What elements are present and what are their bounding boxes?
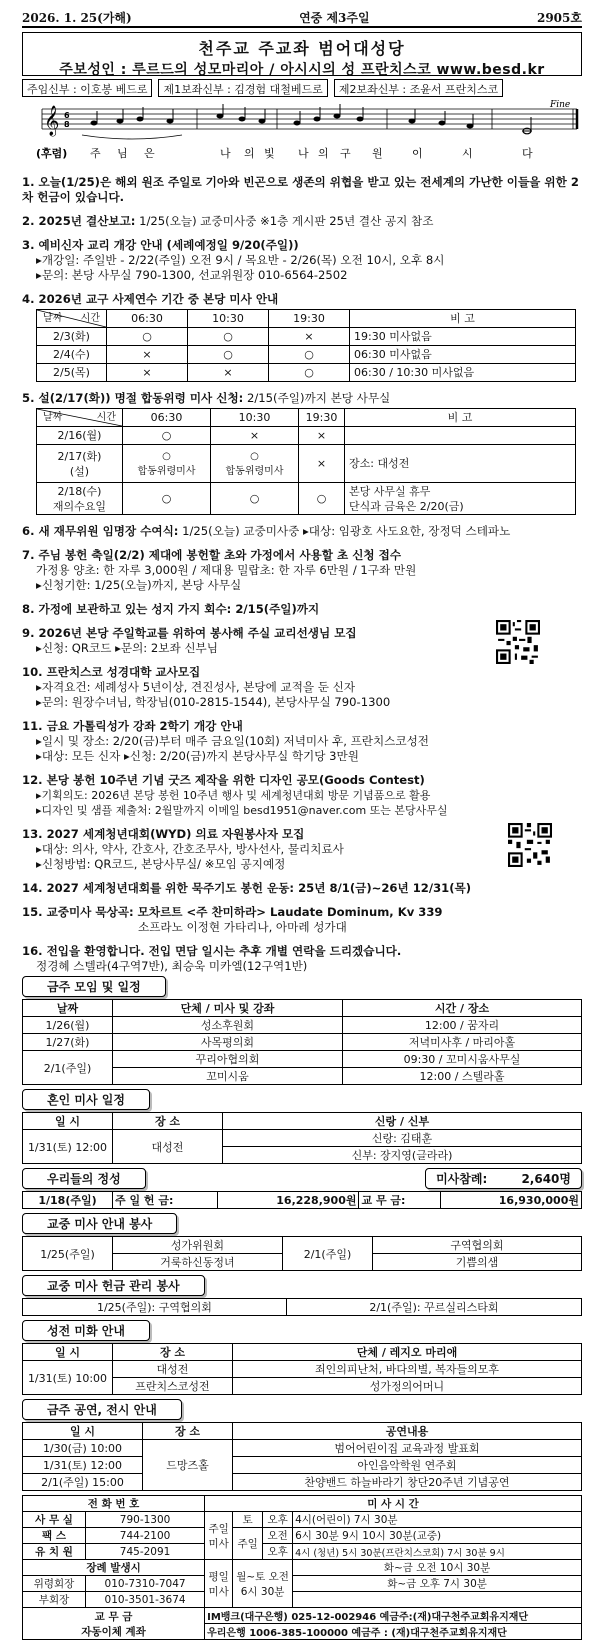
table-row: 거룩하신동정녀 기쁨의샘 [23, 1254, 582, 1271]
guide-table [22, 1236, 582, 1271]
offering-table [22, 1191, 582, 1209]
notice-4 [22, 292, 582, 382]
notice-5-head: 5. 설(2/17(화)) 명절 합동위령 미사 신청: [22, 391, 244, 405]
qr-code-icon[interactable] [508, 823, 552, 867]
table-row: 팩 스 744-2100 주일 오전 6시 30분 9시 10시 30분(교중) [23, 1528, 582, 1544]
lyric-syllable: 의 [318, 147, 329, 160]
table-row: 2/17(화) (설) ○ 합동위령미사 ○ 합동위령미사 × 장소: 대성전 [37, 445, 576, 483]
table-row: 신부: 장지영(글라라) [23, 1147, 582, 1164]
notice-14: 14. 2027 세계청년대회를 위한 묵주기도 봉헌 운동: 25년 8/1(금)~26년 12/31(목) [22, 881, 472, 895]
table-row: 교 무 금 자동이체 계좌 IM뱅크(대구은행) 025-12-002946 예금주:(재)대구천주교회유지재단 [23, 1608, 582, 1624]
notice-3 [22, 238, 582, 283]
table-row: 1/30(금) 10:00 드망즈홀 범어어린이집 교육과정 발표회 [23, 1440, 582, 1457]
svg-text:8: 8 [64, 120, 70, 129]
lyric-syllable: 원 [372, 147, 383, 160]
diag-header: 시간 날짜 [37, 409, 123, 427]
table-row: 1/18(주일) 주 일 헌 금: 16,228,900원 교 무 금: 16,930,000원 [23, 1192, 582, 1209]
lyric-syllable: 빛 [264, 147, 275, 160]
meeting-table: 날짜 단체 / 미사 및 강좌 시간 / 장소 1/26(월) 성소후원회 12:00 / 꿈자리 1/27(화) 사목평의회 저녁미사후 / 마리아홀 2/1(주일) 꾸리아협의회 09:30 / 꼬미시움사무실 꼬미시움 12:00 / 스텔라홀 [22, 999, 582, 1085]
notice-15: 15. 교중미사 묵상곡: 모차르트 <주 찬미하라> Laudate Dominum, Kv 339 소프라노 이정현 가타리나, 아마레 성가대 [22, 905, 443, 934]
pastor-name: 주임신부 : 이호봉 베드로 [22, 79, 152, 97]
table-row: 1/25(주일) 성가위원회 2/1(주일) 구역협의회 [23, 1237, 582, 1254]
cleaning-title: 성전 미화 안내 [22, 1320, 150, 1341]
notice-16: 16. 전입을 환영합니다. 전입 면담 일시는 추후 개별 연락을 드리겠습니다. 정경혜 스텔라(4구역7반), 최승욱 미카엘(12구역1반) [22, 944, 402, 973]
table-row: 2/16(월) ○ × × [37, 427, 576, 445]
wedding-table: 일 시 장 소 신랑 / 신부 1/31(토) 12:00 대성전 신랑: 김태훈 신부: 장지영(글라라) [22, 1112, 582, 1164]
table-row: 프란치스코성전 성가정의어머니 [23, 1378, 582, 1395]
footer-table: 전 화 번 호 미 사 시 간 사 무 실 790-1300 주일 미사 토 오후 4시(어린이) 7시 30분 팩 스 744-2100 주일 오전 6시 30분 9시 10시 30분(교중) 유 치 원 745-2091 오후 4시 (청년) 5시 30분(프란치스코회) 7시 30분 9시 장례 발생시 평일 미사 월~토 오전 6시 30분 화~금 오전 10시 30분 위령회장 010-7310-7047 화~금 오후 7시 30분 부회장 010-3501-3674 교 무 금 자동이체 계좌 IM뱅크(대구은행) 025-12-002946 예금주:(재)대구천주교회유지재단 우리은행 1006-385-100000 예금주 : (재)대구천주교회유지재단 [22, 1495, 582, 1640]
table-row: 1/25(주일): 구역협의회 2/1(주일): 꾸르실리스타회 [23, 1299, 582, 1316]
notice-4-head: 4. 2026년 교구 사제연수 기간 중 본당 미사 안내 [22, 292, 279, 306]
svg-text:6: 6 [64, 111, 70, 120]
notice-3-b: ▸문의: 본당 사무실 790-1300, 선교위원장 010-6564-2502 [36, 268, 348, 282]
col-header: 19:30 [299, 409, 345, 427]
col-header: 19:30 [269, 310, 350, 328]
music-staff [22, 101, 582, 169]
offering-title: 우리들의 정성 [22, 1168, 146, 1189]
notices [22, 175, 582, 974]
notice-12: 12. 본당 봉헌 10주년 기념 굿즈 제작을 위한 디자인 공모(Goods Contest) ▸기획의도: 2026년 본당 봉헌 10주년 행사 및 세계청년대회 방문 기념품으로 활용 ▸디자인 및 샘플 제출처: 2월말까지 이메일 besd1951@naver.com 또는 본당사무실 [22, 773, 448, 817]
col-header: 06:30 [123, 409, 211, 427]
svg-text:𝄞: 𝄞 [44, 106, 60, 136]
mass-attendance: 미사참례: 2,640명 [425, 1168, 582, 1189]
notice-9: 9. 2026년 본당 주일학교를 위하여 봉사해 주실 교리선생님 모집 ▸신청: QR코드 ▸문의: 2보좌 신부님 [22, 626, 582, 656]
col-header: 10:30 [211, 409, 299, 427]
lyric-syllable: 은 [144, 147, 155, 160]
priest-training-table [36, 309, 576, 382]
meeting-title: 금주 모임 및 일정 [22, 976, 166, 997]
table-row: 2/3(화) ○ ○ × 19:30 미사없음 [37, 328, 576, 346]
lyric-syllable: 나 [298, 147, 309, 160]
notice-2 [22, 214, 582, 229]
bulletin-date: 2026. 1. 25(가해) [22, 11, 132, 25]
lyric-syllable: 이 [412, 147, 423, 160]
schedule-section [22, 972, 582, 1640]
notice-10: 10. 프란치스코 성경대학 교사모집 ▸자격요건: 세례성사 5년이상, 견진성사, 본당에 교적을 둔 신자 ▸문의: 원장수녀님, 학장님(010-2815-1544), 본당사무실 790-1300 [22, 665, 391, 709]
lyric-syllable: 나 [220, 147, 231, 160]
lyric-syllable: 구 [340, 147, 351, 160]
col-header: 10:30 [188, 310, 269, 328]
refrain-label: (후렴) [36, 147, 68, 160]
table-row: 1/27(화) 사목평의회 저녁미사후 / 마리아홀 [23, 1034, 582, 1051]
notice-3-a: ▸개강일: 주일반 - 2/22(주일) 오전 9시 / 목요반 - 2/26(목) 오전 10시, 오후 8시 [36, 253, 445, 267]
diag-header: 시간 날짜 [37, 310, 107, 328]
collection-table [22, 1298, 582, 1316]
table-row: 1/26(월) 성소후원회 12:00 / 꿈자리 [23, 1017, 582, 1034]
notice-6: 6. 새 재무위원 임명장 수여식: 1/25(오늘) 교중미사중 ▸대상: 임광호 사도요한, 장정덕 스테파노 [22, 524, 511, 538]
lyric-syllable: 주 [90, 147, 101, 160]
notice-5-body: 2/15(주일)까지 본당 사무실 [243, 391, 391, 405]
notice-8: 8. 가정에 보관하고 있는 성지 가지 회수: 2/15(주일)까지 [22, 602, 320, 616]
performance-table: 일 시 장 소 공연내용 1/30(금) 10:00 드망즈홀 범어어린이집 교육과정 발표회 1/31(토) 12:00 아인음악학원 연주회 2/1(주일) 15:00 찬양밴드 하늘바라기 창단20주년 기념공연 [22, 1422, 582, 1491]
lyric-syllable: 시 [462, 147, 473, 160]
notice-5 [22, 391, 582, 515]
staff-svg [22, 101, 582, 169]
col-header: 06:30 [107, 310, 188, 328]
qr-code-icon[interactable] [496, 620, 540, 664]
lyric-syllable: 다 [522, 147, 533, 160]
table-row: 우리은행 1006-385-100000 예금주 : (재)대구천주교회유지재단 [23, 1624, 582, 1640]
fine-mark: Fine [550, 100, 571, 110]
lyric-syllable: 의 [244, 147, 255, 160]
church-name: 천주교 주교좌 범어대성당 [198, 39, 406, 58]
memorial-mass-table [36, 408, 576, 515]
assistant2-name: 제2보좌신부 : 조윤서 프란치스코 [334, 79, 503, 97]
wedding-title: 혼인 미사 일정 [22, 1089, 150, 1110]
top-rule [22, 26, 582, 28]
collection-title: 교중 미사 헌금 관리 봉사 [22, 1275, 205, 1296]
table-row: 사 무 실 790-1300 주일 미사 토 오후 4시(어린이) 7시 30분 [23, 1512, 582, 1528]
table-row: 2/4(수) × ○ ○ 06:30 미사없음 [37, 346, 576, 364]
assistant1-name: 제1보좌신부 : 김경험 대철베드로 [158, 79, 327, 97]
lyric-syllable: 님 [117, 147, 128, 160]
table-row: 장례 발생시 평일 미사 월~토 오전 6시 30분 화~금 오전 10시 30분 [23, 1560, 582, 1576]
guide-title: 교중 미사 안내 봉사 [22, 1213, 177, 1234]
table-row: 1/31(토) 12:00 아인음악학원 연주회 [23, 1457, 582, 1474]
liturgical-week: 연중 제3주일 [299, 11, 370, 25]
col-header: 비 고 [345, 409, 576, 427]
table-row: 유 치 원 745-2091 오후 4시 (청년) 5시 30분(프란치스코회) 7시 30분 9시 [23, 1544, 582, 1560]
table-row: 위령회장 010-7310-7047 화~금 오후 7시 30분 [23, 1576, 582, 1592]
notice-3-head: 3. 예비신자 교리 개강 안내 (세례예정일 9/20(주일)) [22, 238, 299, 252]
table-row: 2/1(주일) 꾸리아협의회 09:30 / 꼬미시움사무실 [23, 1051, 582, 1068]
notice-2-body: 1/25(오늘) 교중미사중 ※1층 게시판 25년 결산 공지 참조 [135, 214, 434, 228]
patron-subtitle: 주보성인 : 루르드의 성모마리아 / 아시시의 성 프란치스코 www.besd.kr [59, 62, 545, 78]
notice-2-head: 2. 2025년 결산보고: [22, 214, 136, 228]
title-box [22, 32, 582, 76]
notice-7: 7. 주님 봉헌 축일(2/2) 제대에 봉헌할 초와 가정에서 사용할 초 신청 접수 가정용 양초: 한 자루 3,000원 / 제대용 밀랍초: 한 자루 6만원 / 1구좌 만원 ▸신청기한: 1/25(오늘)까지, 본당 사무실 [22, 548, 417, 592]
table-row: 2/18(수) 재의수요일 ○ ○ ○ 본당 사무실 휴무 단식과 금육은 2/20(금) [37, 483, 576, 515]
notice-1: 1. 오늘(1/25)은 해외 원조 주일로 기아와 빈곤으로 생존의 위협을 받고 있는 전세계의 가난한 이들을 위한 2차 헌금이 있습니다. [22, 175, 579, 204]
table-row: 꼬미시움 12:00 / 스텔라홀 [23, 1068, 582, 1085]
cleaning-table: 일 시 장 소 단체 / 레지오 마리애 1/31(토) 10:00 대성전 죄인의피난처, 바다의별, 복자들의모후 프란치스코성전 성가정의어머니 [22, 1343, 582, 1395]
col-header: 비 고 [350, 310, 576, 328]
table-row: 2/5(목) × × ○ 06:30 / 10:30 미사없음 [37, 364, 576, 382]
issue-number: 2905호 [536, 11, 582, 25]
table-row: 2/1(주일) 15:00 찬양밴드 하늘바라기 창단20주년 기념공연 [23, 1474, 582, 1491]
priest-row [22, 79, 582, 97]
notice-13: 13. 2027 세계청년대회(WYD) 의료 자원봉사자 모집 ▸대상: 의사, 약사, 간호사, 간호조무사, 방사선사, 물리치료사 ▸신청방법: QR코드, 본당사무실/ ※모임 공지예정 [22, 827, 582, 872]
table-row: 부회장 010-3501-3674 [23, 1592, 582, 1608]
notice-11: 11. 금요 가톨릭성가 강좌 2학기 개강 안내 ▸일시 및 장소: 2/20(금)부터 매주 금요일(10회) 저녁미사 후, 프란치스코성전 ▸대상: 모든 신자 ▸신청: 2/20(금)까지 본당사무실 학기당 3만원 [22, 719, 429, 763]
performance-title: 금주 공연, 전시 안내 [22, 1399, 182, 1420]
table-row: 1/31(토) 10:00 대성전 죄인의피난처, 바다의별, 복자들의모후 [23, 1361, 582, 1378]
table-row: 1/31(토) 12:00 대성전 신랑: 김태훈 [23, 1130, 582, 1147]
